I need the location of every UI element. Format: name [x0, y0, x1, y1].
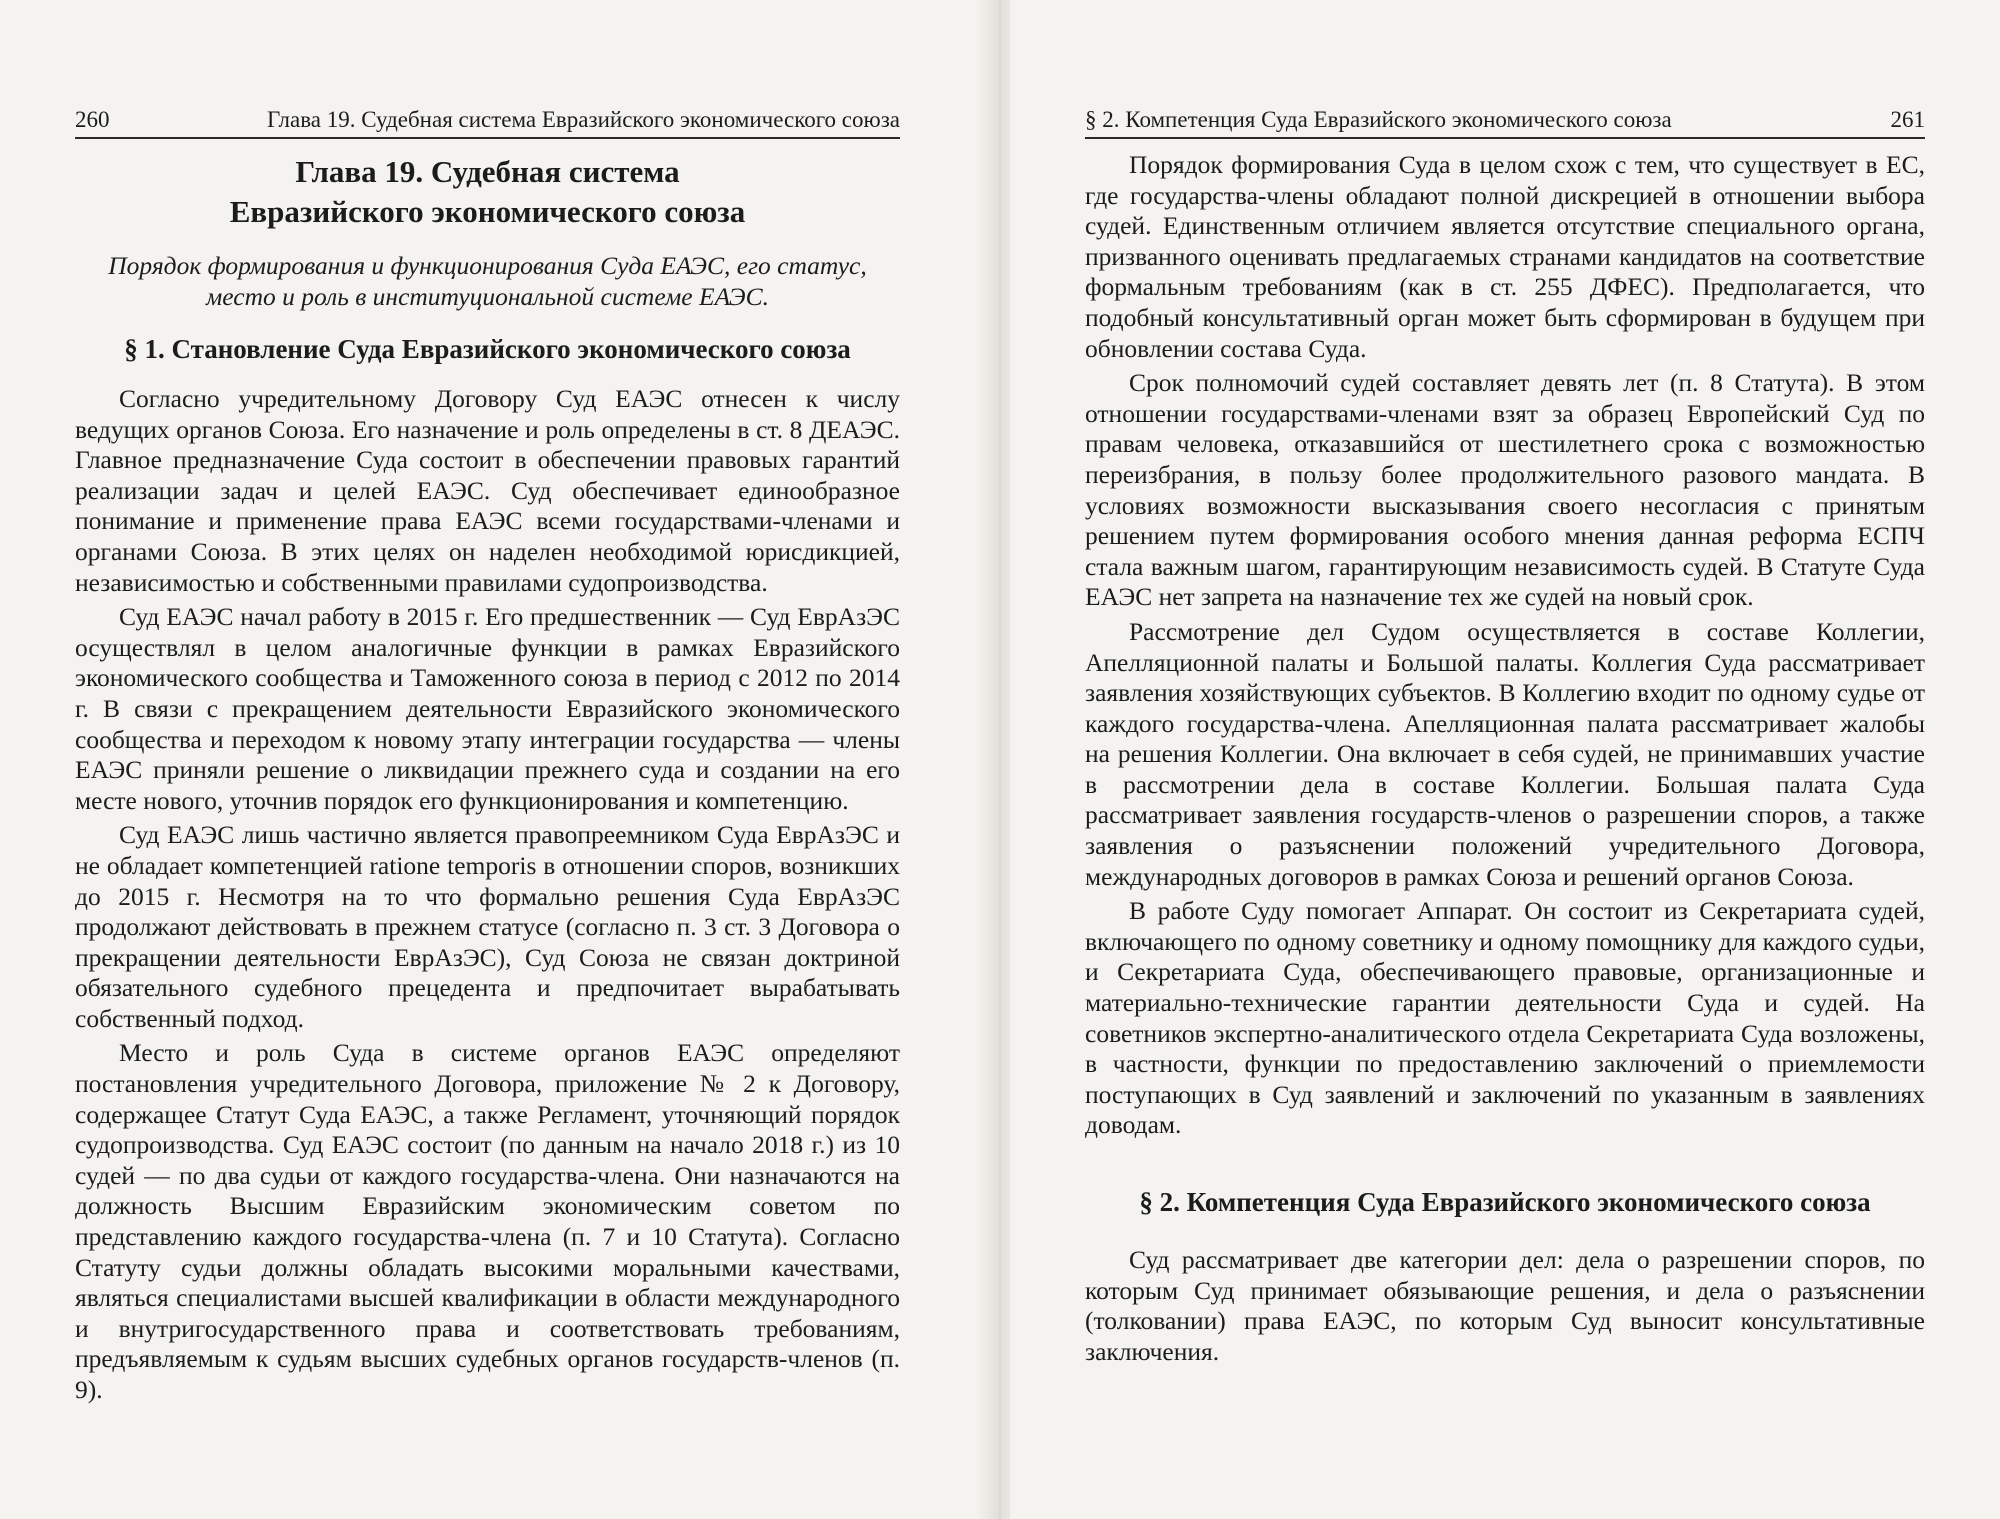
right-page-content: [1085, 150, 1925, 1367]
left-page-content: [75, 150, 900, 1406]
chapter-lead-line-2: место и роль в институциональной системе ЕАЭС.: [206, 282, 769, 311]
paragraph: В работе Суду помогает Аппарат. Он состоит из Секретариата судей, включающего по одному советнику и одному помощнику для каждого судьи, и Секретариата Суда, обеспечивающего правовые, организационные и материально-технические гарантии деятельности Суда и судей. На советников экспертно-аналитического отдела Секретариата Суда возложены, в частности, функции по предоставлению заключений о приемлемости поступающих в Суд заявлений и заключений по указанным в заявлениях доводам.: [1085, 896, 1925, 1140]
chapter-title-line-1: Глава 19. Судебная система: [295, 154, 680, 189]
paragraph: Рассмотрение дел Судом осуществляется в составе Коллегии, Апелляционной палаты и Большой палаты. Коллегия Суда рассматривает заявления хозяйствующих субъектов. В Коллегию входит по одному судье от каждого государства-члена. Апелляционная палата рассматривает жалобы на решения Коллегии. Она включает в себя судей, не принимавших участие в рассмотрении дела в составе Коллегии. Большая палата Суда рассматривает заявления государств-членов о разрешении споров, а также заявления о разъяснении положений учредительного Договора, международных договоров в рамках Союза и решений органов Союза.: [1085, 616, 1925, 891]
paragraph: Порядок формирования Суда в целом схож с тем, что существует в ЕС, где государства-члены обладают полной дискрецией в отношении выбора судей. Единственным отличием является отсутствие специального органа, призванного оценивать предлагаемых странами кандидатов на соответствие формальным требованиям (как в ст. 255 ДФЕС). Предполагается, что подобный консультативный орган может быть сформирован в будущем при обновлении состава Суда.: [1085, 150, 1925, 363]
left-page: [0, 0, 990, 1519]
chapter-lead: [75, 250, 900, 312]
running-head-left: [75, 103, 900, 139]
section-1-heading: § 1. Становление Суда Евразийского экономического союза: [124, 334, 851, 364]
running-head-title-left: Глава 19. Судебная система Евразийского экономического союза: [266, 107, 900, 132]
right-page: [1010, 0, 2000, 1519]
paragraph: Суд ЕАЭС лишь частично является правопреемником Суда ЕврАзЭС и не обладает компетенцией ratione temporis в отношении споров, возникших до 2015 г. Несмотря на то что формально решения Суда ЕврАзЭС продолжают действовать в прежнем статусе (согласно п. 3 ст. 3 Договора о прекращении деятельности ЕврАзЭС), Суд Союза не связан доктриной обязательного судебного прецедента и предпочитает вырабатывать собственный подход.: [75, 820, 900, 1033]
paragraph: Срок полномочий судей составляет девять лет (п. 8 Статута). В этом отношении государствами-членами взят за образец Европейский Суд по правам человека, отказавшийся от шестилетнего срока с возможностью переизбрания, в пользу более продолжительного разового мандата. В условиях возможности высказывания своего несогласия с принятым решением путем формирования особого мнения данная реформа ЕСПЧ стала важным шагом, гарантирующим независимость судей. В Статуте Суда ЕАЭС нет запрета на назначение тех же судей на новый срок.: [1085, 368, 1925, 612]
paragraph: Согласно учредительному Договору Суд ЕАЭС отнесен к числу ведущих органов Союза. Его назначение и роль определены в ст. 8 ДЕАЭС. Главное предназначение Суда состоит в обеспечении правовых гарантий реализации задач и целей ЕАЭС. Суд обеспечивает единообразное понимание и применение права ЕАЭС всеми государствами-членами и органами Союза. В этих целях он наделен необходимой юрисдикцией, независимостью и собственными правилами судопроизводства.: [75, 384, 900, 597]
paragraph: Суд ЕАЭС начал работу в 2015 г. Его предшественник — Суд ЕврАзЭС осуществлял в целом аналогичные функции в рамках Евразийского экономического сообщества и Таможенного союза в период с 2012 по 2014 г. В связи с прекращением деятельности Евразийского экономического сообщества и переходом к новому этапу интеграции государства — члены ЕАЭС приняли решение о ликвидации прежнего суда и создании на его месте нового, уточнив порядок его функционирования и компетенцию.: [75, 602, 900, 815]
chapter-title-line-2: Евразийского экономического союза: [229, 194, 746, 229]
paragraph: Место и роль Суда в системе органов ЕАЭС определяют постановления учредительного Договора, приложение № 2 к Договору, содержащее Статут Суда ЕАЭС, а также Регламент, уточняющий порядок судопроизводства. Суд ЕАЭС состоит (по данным на начало 2018 г.) из 10 судей — по два судьи от каждого государства-члена. Они назначаются на должность Высшим Евразийским экономическим советом по представлению каждого государства-члена (п. 7 и 10 Статута). Согласно Статуту судьи должны обладать высокими моральными качествами, являться специалистами высшей квалификации в области международного и внутригосударственного права и соответствовать требованиям, предъявляемым к судьям высших судебных органов государств-членов (п. 9).: [75, 1038, 900, 1404]
paragraph: Суд рассматривает две категории дел: дела о разрешении споров, по которым Суд принимает обязывающие решения, и дела о разъяснении (толковании) права ЕАЭС, по которым Суд выносит консультативные заключения.: [1085, 1245, 1925, 1366]
running-head-right: [1085, 103, 1925, 139]
page-number-left: 260: [75, 107, 110, 132]
chapter-title: [75, 152, 900, 232]
chapter-lead-line-1: Порядок формирования и функционирования Суда ЕАЭС, его статус,: [108, 251, 867, 280]
section-2-heading: § 2. Компетенция Суда Евразийского экономического союза: [1139, 1187, 1871, 1217]
page-number-right: 261: [1890, 107, 1925, 132]
running-head-title-right: § 2. Компетенция Суда Евразийского экономического союза: [1085, 107, 1672, 132]
